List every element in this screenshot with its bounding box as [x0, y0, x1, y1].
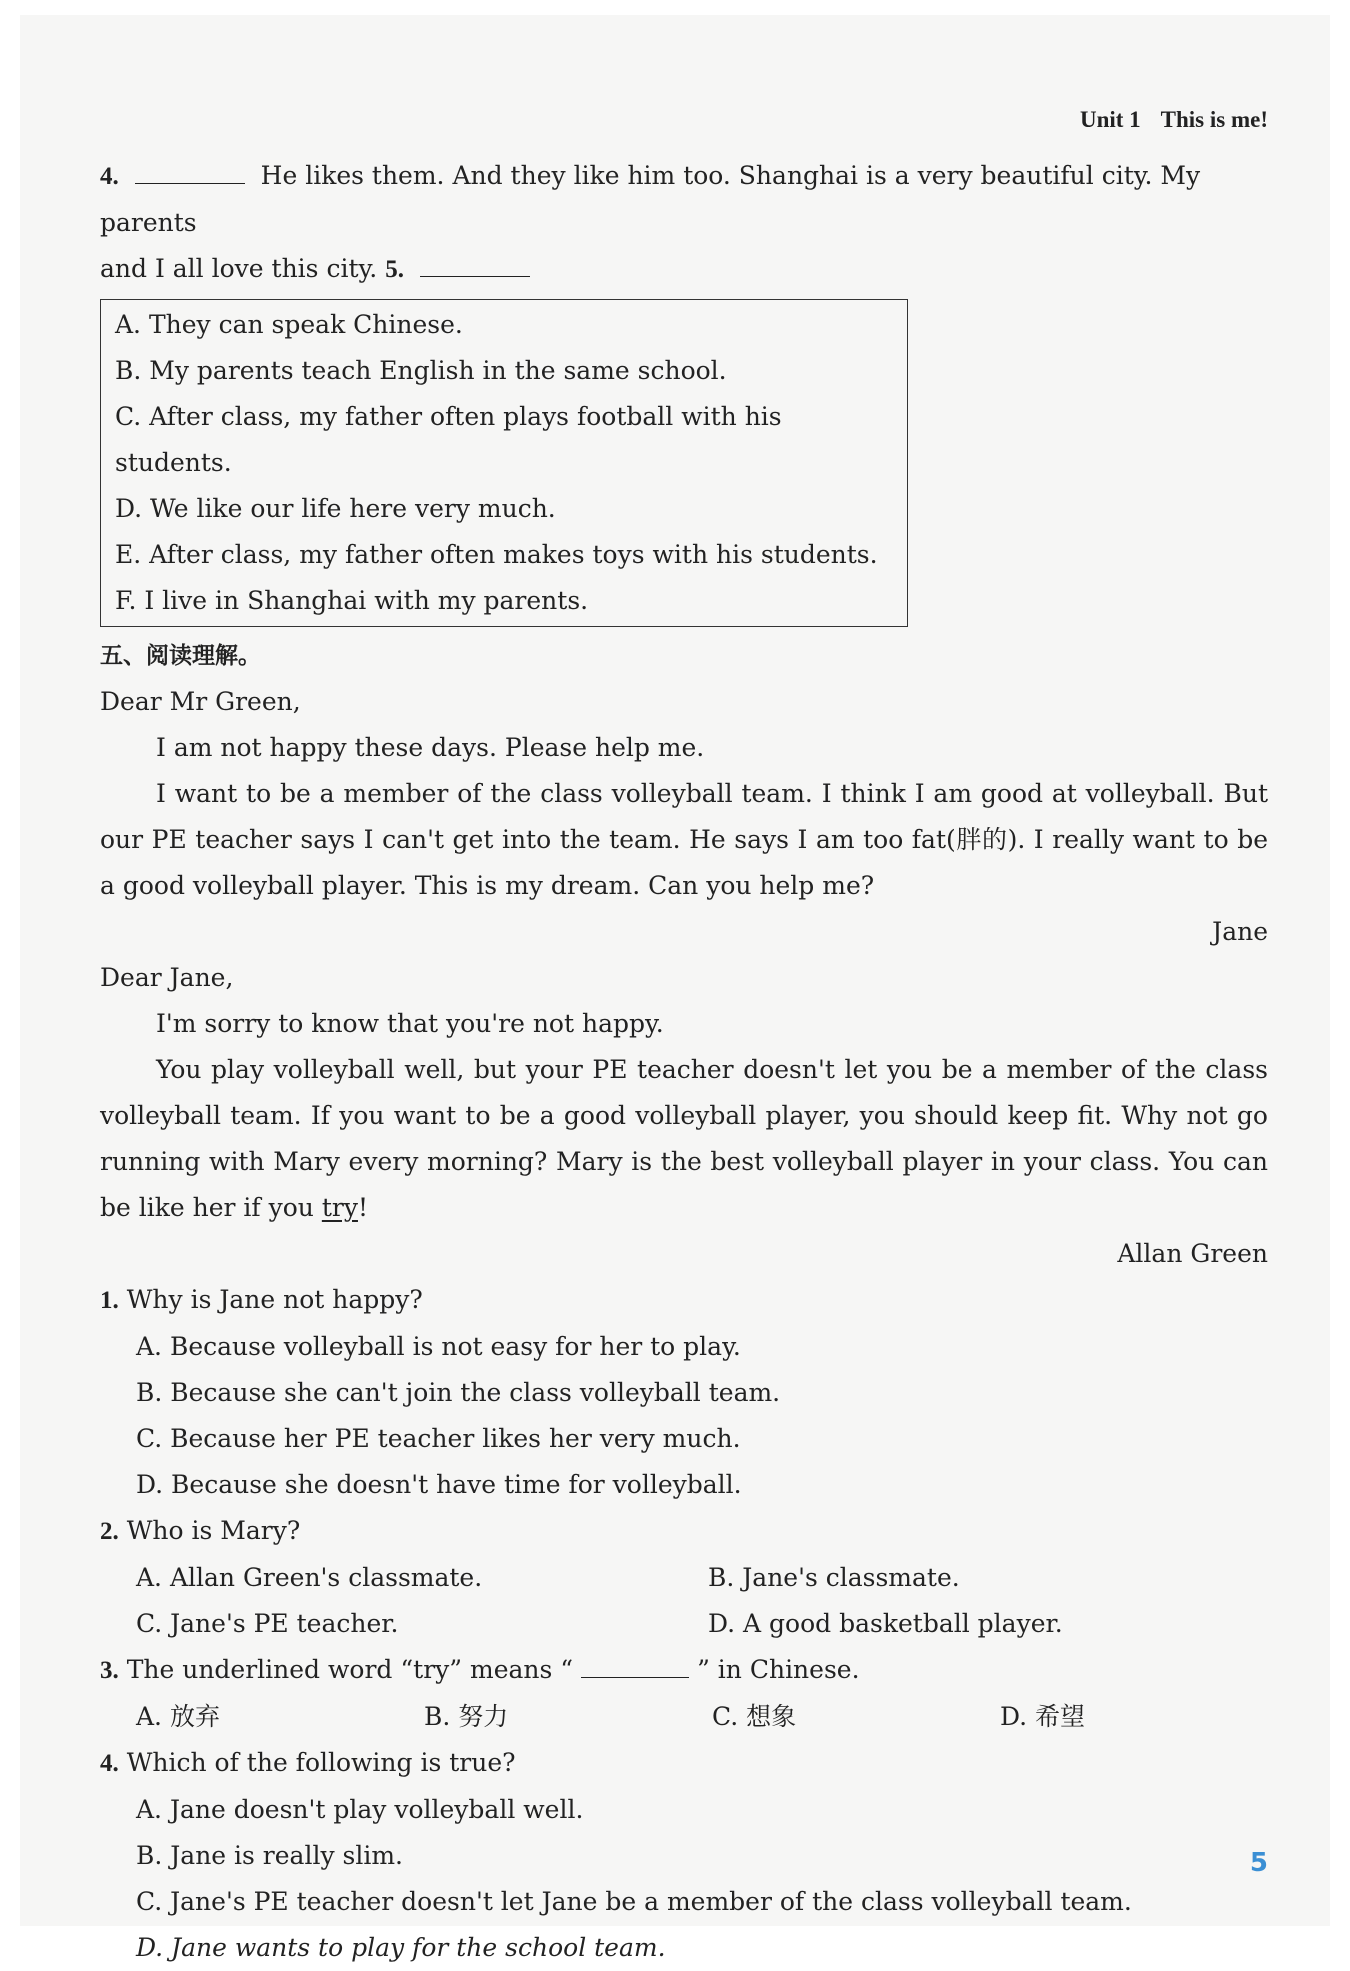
question-number: 3. [100, 1657, 119, 1684]
question-text-end: ” in Chinese. [697, 1655, 860, 1684]
option-a[interactable]: A. Allan Green's classmate. [136, 1563, 483, 1592]
letter2-paragraph-2-text: You play volleyball well, but your PE teacher doesn't let you be a member of the class volleyball team. If you want to be a good volleyball player, you should keep fit. Why not go running with Mary every morning? Mary is the best volleyball player in your class. You can be like her if you [100, 1055, 1268, 1222]
letter-from-allan [100, 955, 1268, 1277]
question-number: 1. [100, 1287, 119, 1314]
option-c[interactable]: C. Because her PE teacher likes her very much. [136, 1424, 741, 1453]
question-number: 4. [100, 1750, 119, 1777]
option-d[interactable]: D. Jane wants to play for the school team. [136, 1933, 666, 1962]
blank-number-4: 4. [100, 163, 119, 190]
question-4 [100, 1740, 1268, 1971]
option-b[interactable]: B. 努力 [424, 1702, 509, 1731]
page-content [100, 153, 1268, 1971]
letter1-greeting: Dear Mr Green, [100, 687, 301, 716]
letter1-signature: Jane [1212, 917, 1268, 946]
page-number: 5 [1249, 1848, 1268, 1878]
option-a[interactable]: A. Because volleyball is not easy for her to play. [136, 1332, 741, 1361]
page-header [1080, 97, 1268, 143]
answer-blank-4[interactable] [135, 159, 245, 184]
unit-title: This is me! [1160, 107, 1268, 132]
question-number: 2. [100, 1518, 119, 1545]
option-c[interactable]: C. 想象 [712, 1702, 797, 1731]
option-d[interactable]: D. A good basketball player. [708, 1609, 1063, 1638]
cloze-line-1: He likes them. And they like him too. Shanghai is a very beautiful city. My parents [100, 161, 1201, 237]
worksheet-page [20, 15, 1330, 1962]
blank-number-5: 5. [385, 256, 404, 283]
letter2-paragraph-2-end: ! [357, 1193, 369, 1222]
option-d[interactable]: D. 希望 [1000, 1702, 1086, 1731]
option-b[interactable]: B. Jane's classmate. [708, 1563, 960, 1592]
cloze-option-c: C. After class, my father often plays football with his students. [115, 402, 782, 477]
cloze-option-e: E. After class, my father often makes toys with his students. [115, 540, 878, 569]
question-3 [100, 1647, 1268, 1740]
letter1-paragraph-1: I am not happy these days. Please help me. [156, 733, 705, 762]
question-text-start: The underlined word “try” means “ [126, 1655, 574, 1684]
letter2-paragraph-1: I'm sorry to know that you're not happy. [156, 1009, 664, 1038]
letter2-greeting: Dear Jane, [100, 963, 234, 992]
question-text: Who is Mary? [126, 1516, 301, 1545]
question-2 [100, 1508, 1268, 1647]
option-a[interactable]: A. 放弃 [136, 1702, 220, 1731]
cloze-passage [100, 153, 1268, 627]
cloze-line-2: and I all love this city. [100, 254, 378, 283]
cloze-option-b: B. My parents teach English in the same school. [115, 356, 727, 385]
question-text: Why is Jane not happy? [126, 1285, 423, 1314]
section-title: 五、阅读理解。 [100, 643, 261, 669]
answer-blank-q3[interactable] [581, 1653, 689, 1678]
cloze-option-a: A. They can speak Chinese. [115, 310, 463, 339]
option-b[interactable]: B. Because she can't join the class volleyball team. [136, 1378, 781, 1407]
letter2-paragraph-2 [100, 1047, 1268, 1231]
option-a[interactable]: A. Jane doesn't play volleyball well. [136, 1795, 584, 1824]
unit-label: Unit 1 [1079, 107, 1141, 132]
option-c[interactable]: C. Jane's PE teacher. [136, 1609, 399, 1638]
question-1 [100, 1277, 1268, 1508]
cloze-option-f: F. I live in Shanghai with my parents. [115, 586, 589, 615]
option-b[interactable]: B. Jane is really slim. [136, 1841, 403, 1870]
answer-blank-5[interactable] [420, 252, 530, 277]
letter-from-jane [100, 679, 1268, 955]
cloze-options-box [100, 299, 908, 627]
option-c[interactable]: C. Jane's PE teacher doesn't let Jane be a member of the class volleyball team. [136, 1887, 1132, 1916]
underlined-word-try: try [321, 1193, 358, 1222]
option-d[interactable]: D. Because she doesn't have time for volleyball. [136, 1470, 742, 1499]
letter2-signature: Allan Green [1117, 1239, 1268, 1268]
letter1-paragraph-2: I want to be a member of the class volleyball team. I think I am good at volleyball. But our PE teacher says I can't get into the team. He says I am too fat(胖的). I really want to be a good volleyball player. This is my dream. Can you help me? [100, 779, 1268, 900]
cloze-option-d: D. We like our life here very much. [115, 494, 556, 523]
question-text: Which of the following is true? [126, 1748, 516, 1777]
